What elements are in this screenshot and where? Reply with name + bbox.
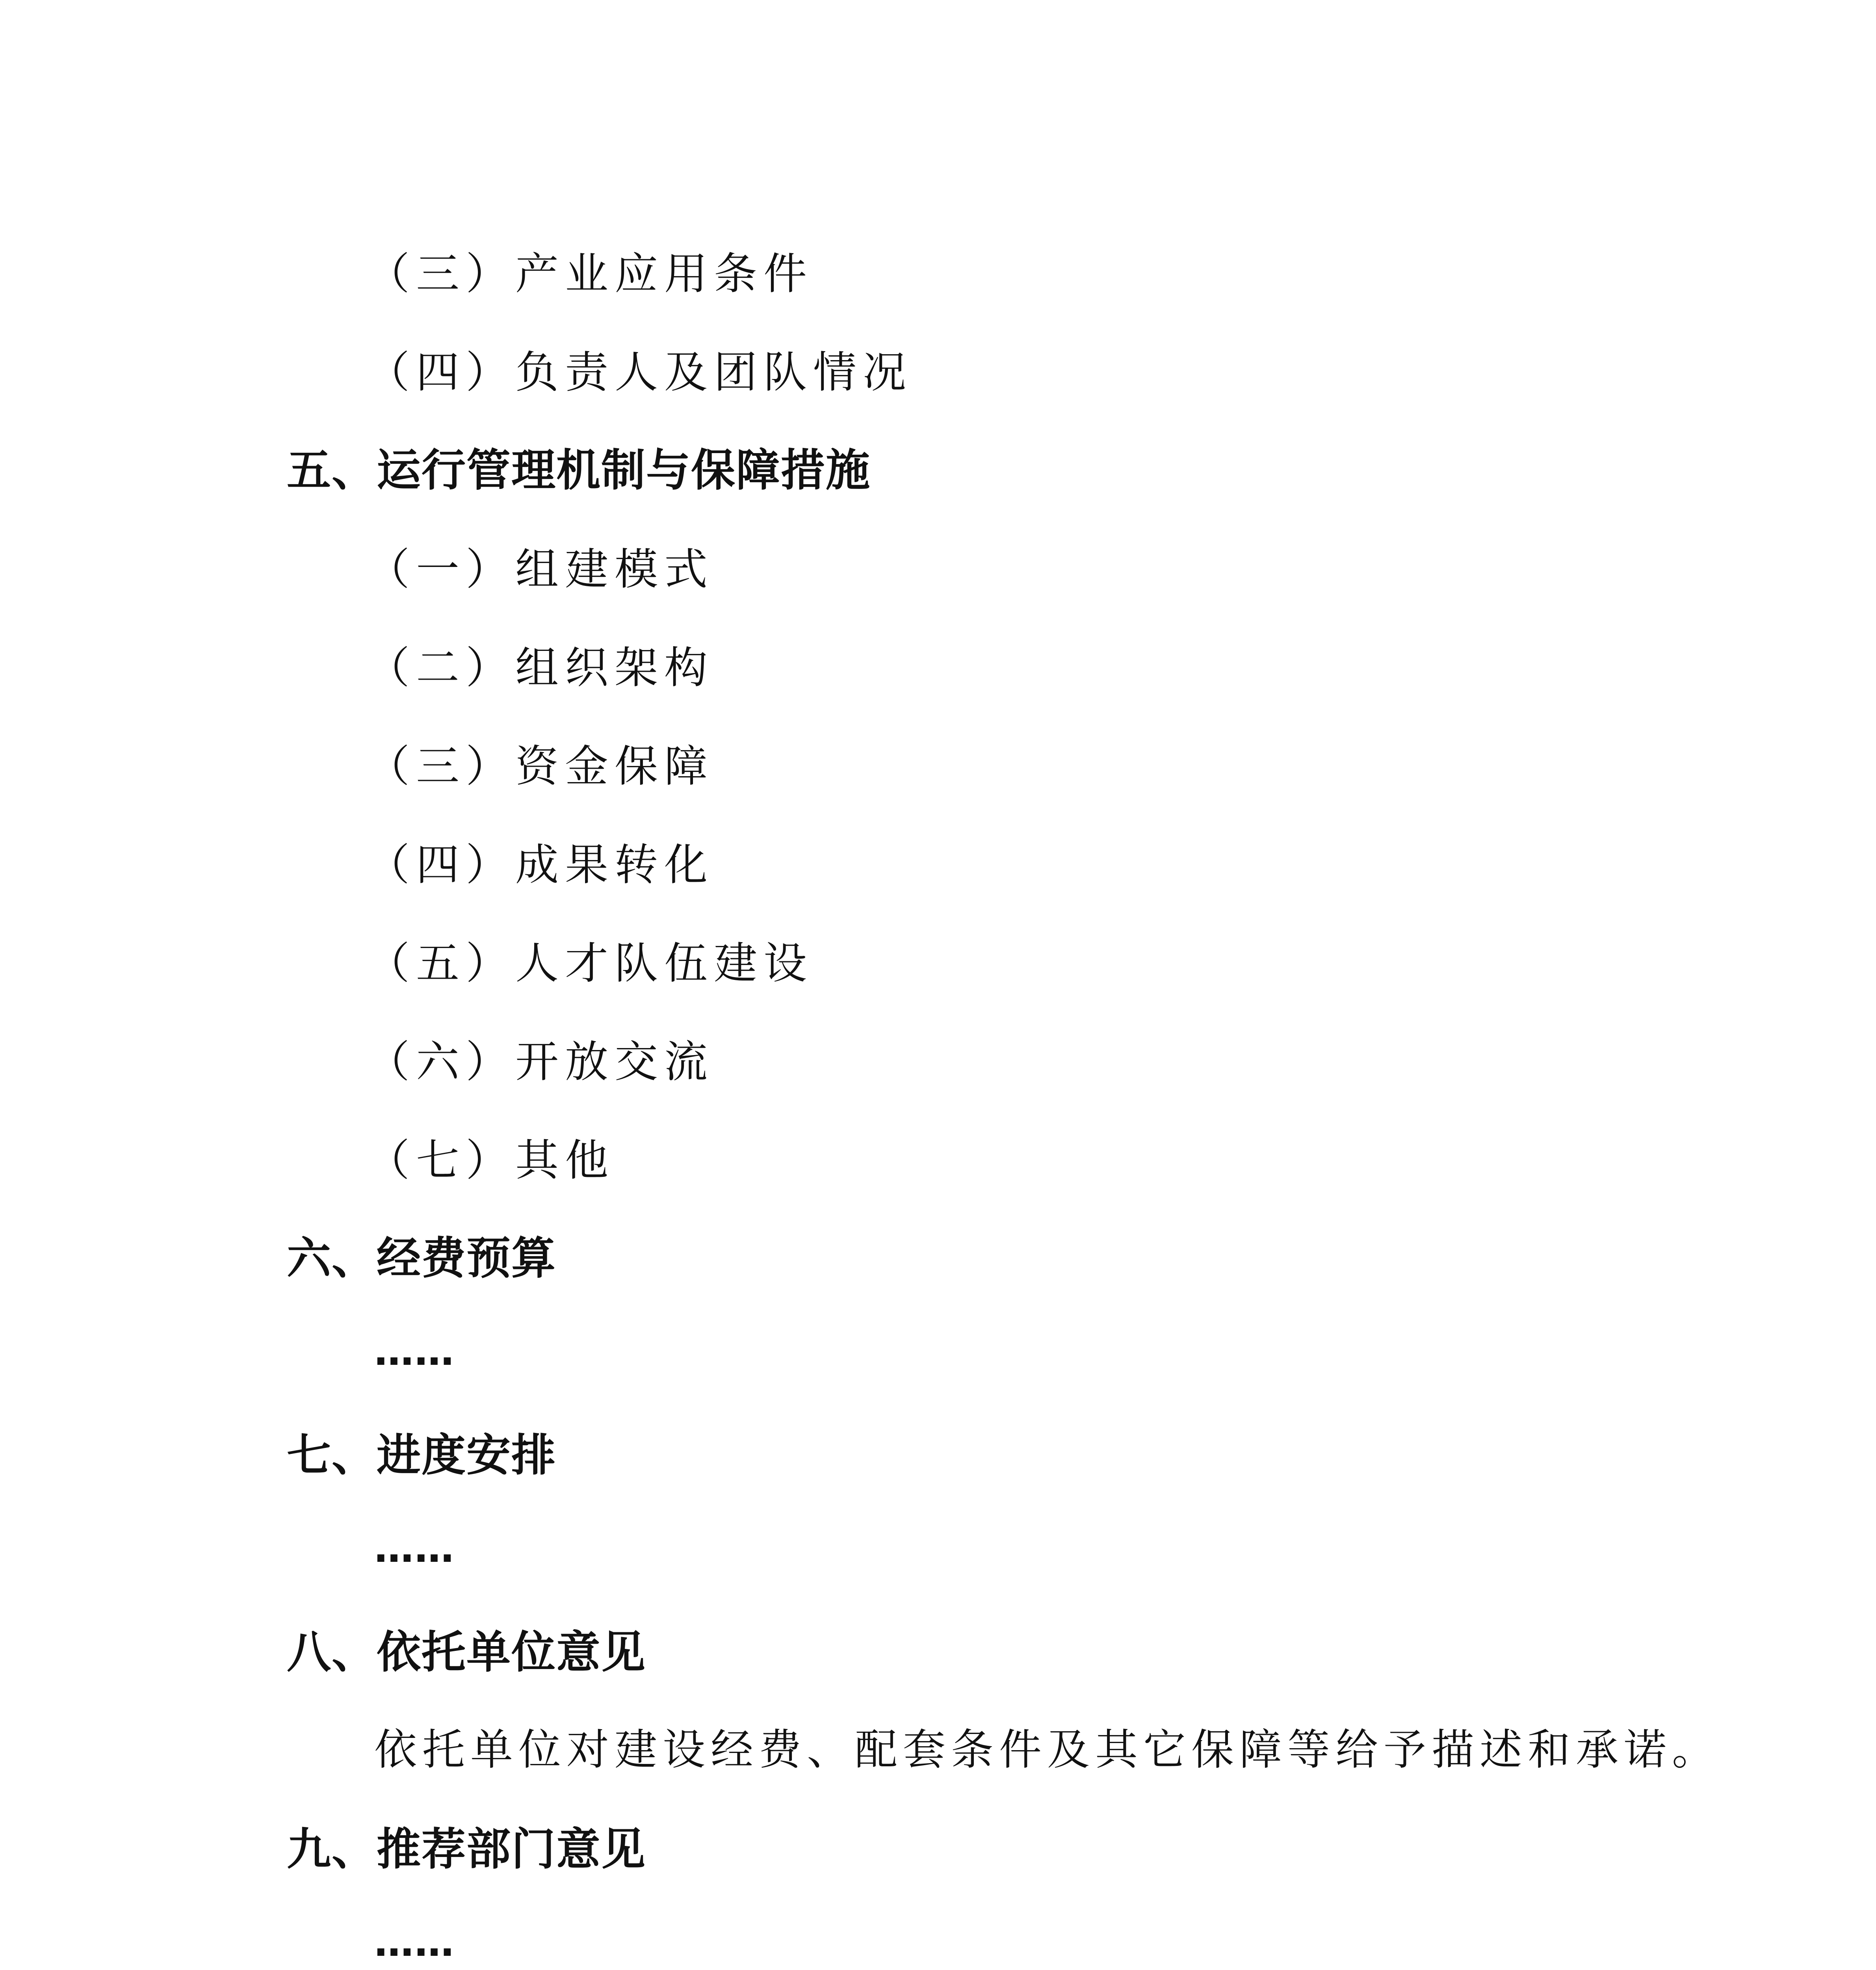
subsection-funding: （三）资金保障 xyxy=(366,741,714,792)
subsection-results-transfer: （四）成果转化 xyxy=(366,840,714,890)
paragraph-host-unit: 依托单位对建设经费、配套条件及其它保障等给予描述和承诺。 xyxy=(374,1725,1720,1775)
placeholder-ellipsis: …… xyxy=(374,1919,455,1965)
subsection-formation-mode: （一）组建模式 xyxy=(366,544,714,595)
subsection-team: （四）负责人及团队情况 xyxy=(366,347,912,398)
subsection-talent: （五）人才队伍建设 xyxy=(366,938,813,989)
section-heading-7: 七、进度安排 xyxy=(287,1430,556,1481)
subsection-org-structure: （二）组织架构 xyxy=(366,643,714,693)
section-heading-6: 六、经费预算 xyxy=(287,1233,556,1284)
subsection-industry-application: （三）产业应用条件 xyxy=(366,249,813,299)
placeholder-ellipsis: …… xyxy=(374,1328,455,1374)
placeholder-ellipsis: …… xyxy=(374,1525,455,1571)
section-heading-5: 五、运行管理机制与保障措施 xyxy=(287,445,871,496)
section-heading-8: 八、依托单位意见 xyxy=(287,1627,646,1678)
subsection-other: （七）其他 xyxy=(366,1135,615,1186)
section-heading-9: 九、推荐部门意见 xyxy=(287,1824,646,1875)
subsection-exchange: （六）开放交流 xyxy=(366,1037,714,1087)
